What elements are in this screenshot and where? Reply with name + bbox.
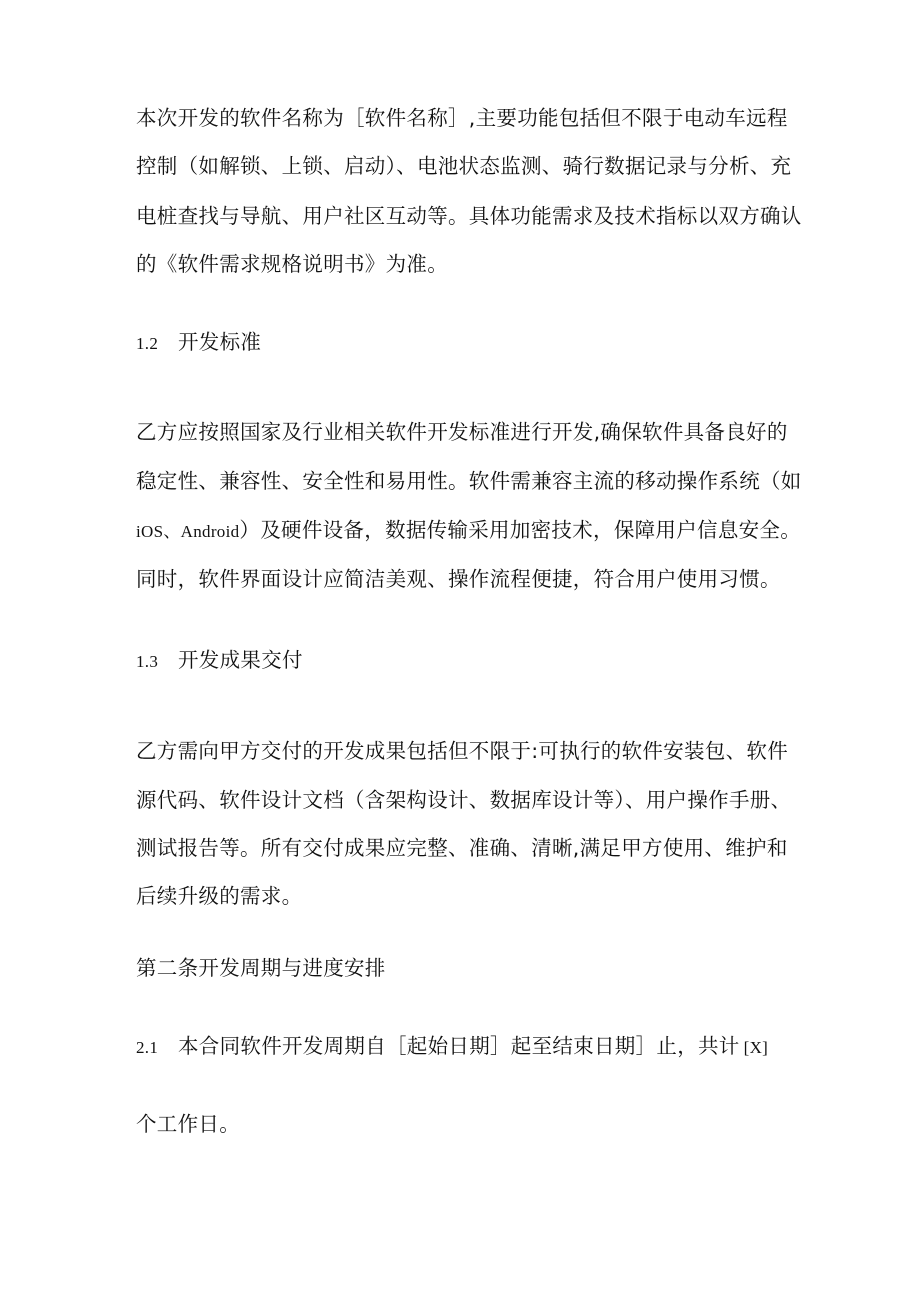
placeholder-x: [X] [743,1038,769,1057]
paragraph-1-2-line-4: 同时，软件界面设计应简洁美观、操作流程便捷，符合用户使用习惯。 [136,567,781,591]
paragraph-1-1-line-3: 电桩查找与导航、用户社区互动等。具体功能需求及技术指标以双方确认 [136,204,802,228]
section-number: 1.3 [136,652,159,671]
paragraph-1-3-line-2: 源代码、软件设计文档（含架构设计、数据库设计等）、用户操作手册、 [136,788,792,812]
paragraph-1-3-line-1: 乙方需向甲方交付的开发成果包括但不限于:可执行的软件安装包、软件 [136,739,789,763]
clause-text: 本合同软件开发周期自［起始日期］起至结束日期］止，共计 [178,1034,740,1058]
os-names: iOS、Android [136,522,240,541]
paragraph-1-1-line-4: 的《软件需求规格说明书》为准。 [136,252,448,276]
line-rest: ）及硬件设备，数据传输采用加密技术，保障用户信息安全。 [239,518,802,542]
paragraph-1-3-line-4: 后续升级的需求。 [136,884,303,908]
paragraph-1-2-line-2: 稳定性、兼容性、安全性和易用性。软件需兼容主流的移动操作系统（如 [136,469,802,493]
paragraph-1-1-line-2: 控制（如解锁、上锁、启动）、电池状态监测、骑行数据记录与分析、充 [136,154,792,178]
paragraph-1-2-line-1: 乙方应按照国家及行业相关软件开发标准进行开发,确保软件具备良好的 [136,420,788,444]
paragraph-1-1-line-1: 本次开发的软件名称为［软件名称］,主要功能包括但不限于电动车远程 [136,106,788,130]
section-heading-1-3 [136,648,303,674]
paragraph-1-3-line-3: 测试报告等。所有交付成果应完整、准确、清晰,满足甲方使用、维护和 [136,836,788,860]
clause-2-1-continuation: 个工作日。 [136,1112,240,1136]
section-title: 开发标准 [178,330,262,354]
section-number: 1.2 [136,334,159,353]
paragraph-1-2-line-3 [136,518,801,544]
clause-2-1 [136,1034,768,1060]
article-2-title: 第二条开发周期与进度安排 [136,956,386,980]
section-heading-1-2 [136,330,261,356]
section-title: 开发成果交付 [178,648,303,672]
clause-number: 2.1 [136,1038,159,1057]
